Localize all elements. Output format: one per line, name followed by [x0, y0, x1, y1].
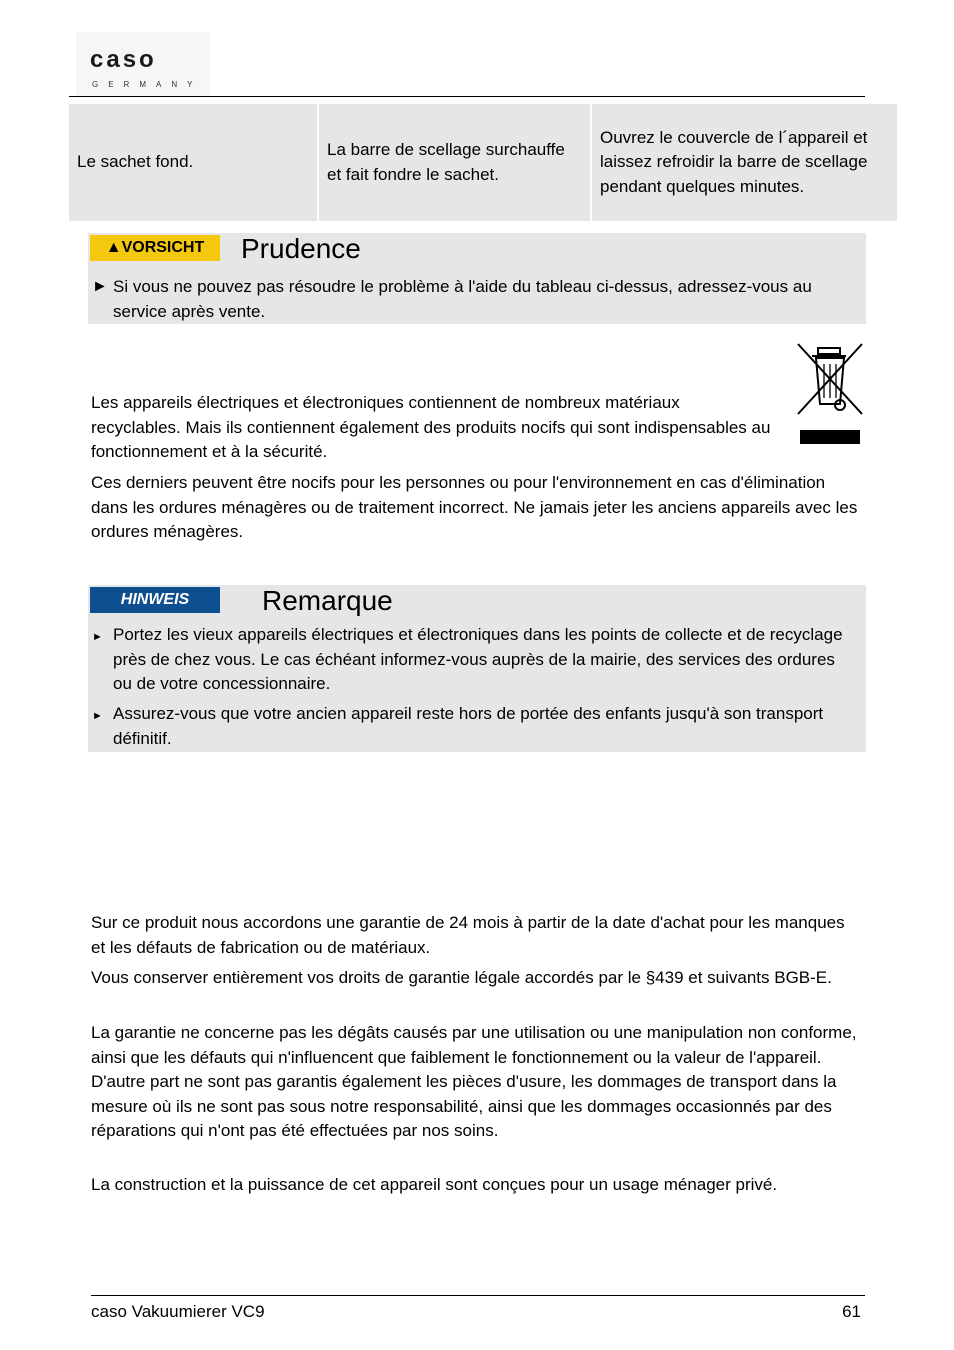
table-cell-cause: La barre de scellage surchauffe et fait fondre le sachet.: [319, 104, 590, 221]
bullet-arrow-icon: ►: [92, 710, 103, 722]
disposal-paragraph-2: Ces derniers peuvent être nocifs pour les personnes ou pour l'environnement en cas d'élimination dans les ordures ménagères ou de traitement incorrect. Ne jamais jeter les anciens appareils avec les ordures ménagères.: [91, 473, 858, 541]
logo-wordmark: caso: [90, 46, 157, 73]
page-number: 61: [842, 1302, 861, 1321]
bullet-arrow-icon: ►: [92, 278, 108, 295]
note-item-2: Assurez-vous que votre ancien appareil reste hors de portée des enfants jusqu'à son transport définitif.: [113, 704, 824, 748]
disposal-paragraph-1: Les appareils électriques et électroniques contiennent de nombreux matériaux recyclables. Mais ils contiennent également des produits nocifs qui sont indispensables au fonctionnement et à la sécurité.: [91, 393, 771, 461]
caution-text: Si vous ne pouvez pas résoudre le problème à l'aide du tableau ci-dessus, adressez-vous au service après vente.: [113, 277, 812, 321]
warranty-paragraph-3: La garantie ne concerne pas les dégâts causés par une utilisation ou une manipulation non conforme, ainsi que les défauts qui n'influencent que faiblement le fonctionnement ou la valeur de l'appareil. D'autre part ne sont pas garantis également les pièces d'usure, les dommages de transport dans la mesure où ils ne sont pas sous notre responsabilité, ainsi que les dommages occasionnés par des réparations qui n'ont pas été effectuées par nos soins.: [91, 1023, 857, 1140]
table-cell-problem: Le sachet fond.: [69, 104, 317, 221]
warranty-paragraph-1: Sur ce produit nous accordons une garantie de 24 mois à partir de la date d'achat pour les manques et les défauts de fabrication ou de matériaux.: [91, 913, 845, 957]
header-divider: [69, 96, 865, 97]
caution-badge: ▲VORSICHT: [90, 235, 220, 261]
caution-title: Prudence: [241, 233, 361, 264]
note-badge: HINWEIS: [90, 587, 220, 613]
note-title: Remarque: [262, 585, 393, 616]
crossed-out-wheelie-bin-icon: [794, 342, 866, 446]
logo-subtext: GERMANY: [92, 80, 203, 89]
warranty-paragraph-2: Vous conserver entièrement vos droits de garantie légale accordés par le §439 et suivants BGB-E.: [91, 968, 832, 987]
table-cell-solution: Ouvrez le couvercle de l´appareil et laissez refroidir la barre de scellage pendant quelques minutes.: [592, 104, 897, 221]
warning-triangle-icon: ▲: [105, 239, 122, 256]
note-item-1: Portez les vieux appareils électriques et électroniques dans les points de collecte et de recyclage près de chez vous. Le cas échéant informez-vous auprès de la mairie, des services des ordures ou de votre concessionnaire.: [113, 625, 843, 693]
bullet-arrow-icon: ►: [92, 631, 103, 643]
warranty-paragraph-4: La construction et la puissance de cet appareil sont conçues pour un usage ménager privé.: [91, 1175, 778, 1194]
footer-divider: [91, 1295, 865, 1296]
brand-logo: [76, 32, 210, 96]
footer-product-name: caso Vakuumierer VC9: [91, 1302, 265, 1321]
